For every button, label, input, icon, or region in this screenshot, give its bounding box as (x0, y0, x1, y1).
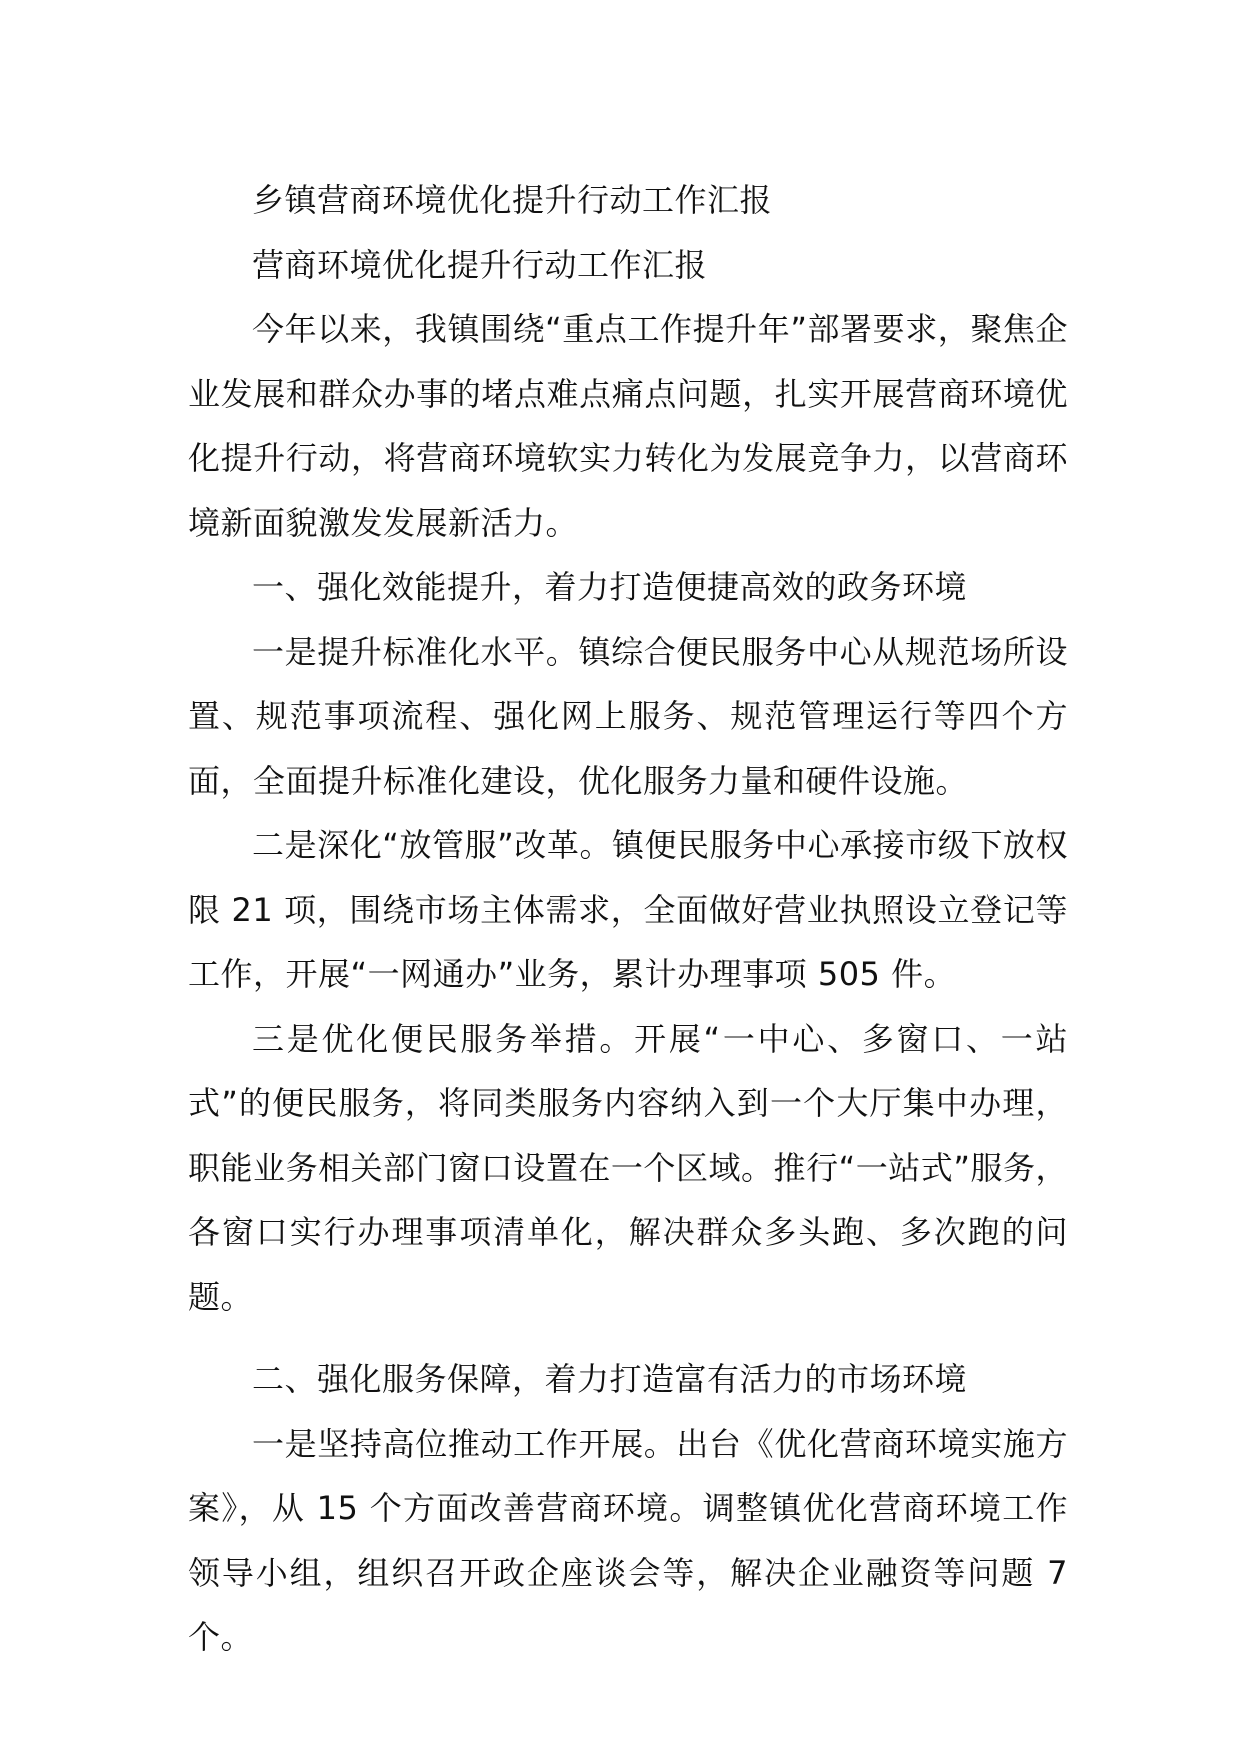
paragraph-2-1: 一是坚持高位推动工作开展。出台《优化营商环境实施方案》，从 15 个方面改善营商环境。调整镇优化营商环境工作领导小组，组织召开政企座谈会等，解决企业融资等问题 7 个。 (188, 1424, 1068, 1656)
paragraph-1-1: 一是提升标准化水平。镇综合便民服务中心从规范场所设置、规范事项流程、强化网上服务、规范管理运行等四个方面，全面提升标准化建设，优化服务力量和硬件设施。 (188, 632, 1068, 800)
paragraph-intro: 今年以来，我镇围绕“重点工作提升年”部署要求，聚焦企业发展和群众办事的堵点难点痛点问题，扎实开展营商环境优化提升行动，将营商环境软实力转化为发展竞争力，以营商环境新面貌激发发展新活力。 (188, 310, 1068, 542)
paragraph-1-3: 三是优化便民服务举措。开展“一中心、多窗口、一站式”的便民服务，将同类服务内容纳入到一个大厅集中办理，职能业务相关部门窗口设置在一个区域。推行“一站式”服务，各窗口实行办理事项清单化，解决群众多头跑、多次跑的问题。 (188, 1019, 1068, 1316)
section-heading-2: 二、强化服务保障，着力打造富有活力的市场环境 (252, 1360, 968, 1398)
document-subtitle: 营商环境优化提升行动工作汇报 (252, 245, 708, 284)
paragraph-1-2: 二是深化“放管服”改革。镇便民服务中心承接市级下放权限 21 项，围绕市场主体需求，全面做好营业执照设立登记等工作，开展“一网通办”业务，累计办理事项 505 件。 (188, 826, 1068, 993)
document-title: 乡镇营商环境优化提升行动工作汇报 (252, 181, 773, 219)
section-heading-1: 一、强化效能提升，着力打造便捷高效的政务环境 (252, 568, 968, 606)
document-body (188, 168, 1068, 1670)
